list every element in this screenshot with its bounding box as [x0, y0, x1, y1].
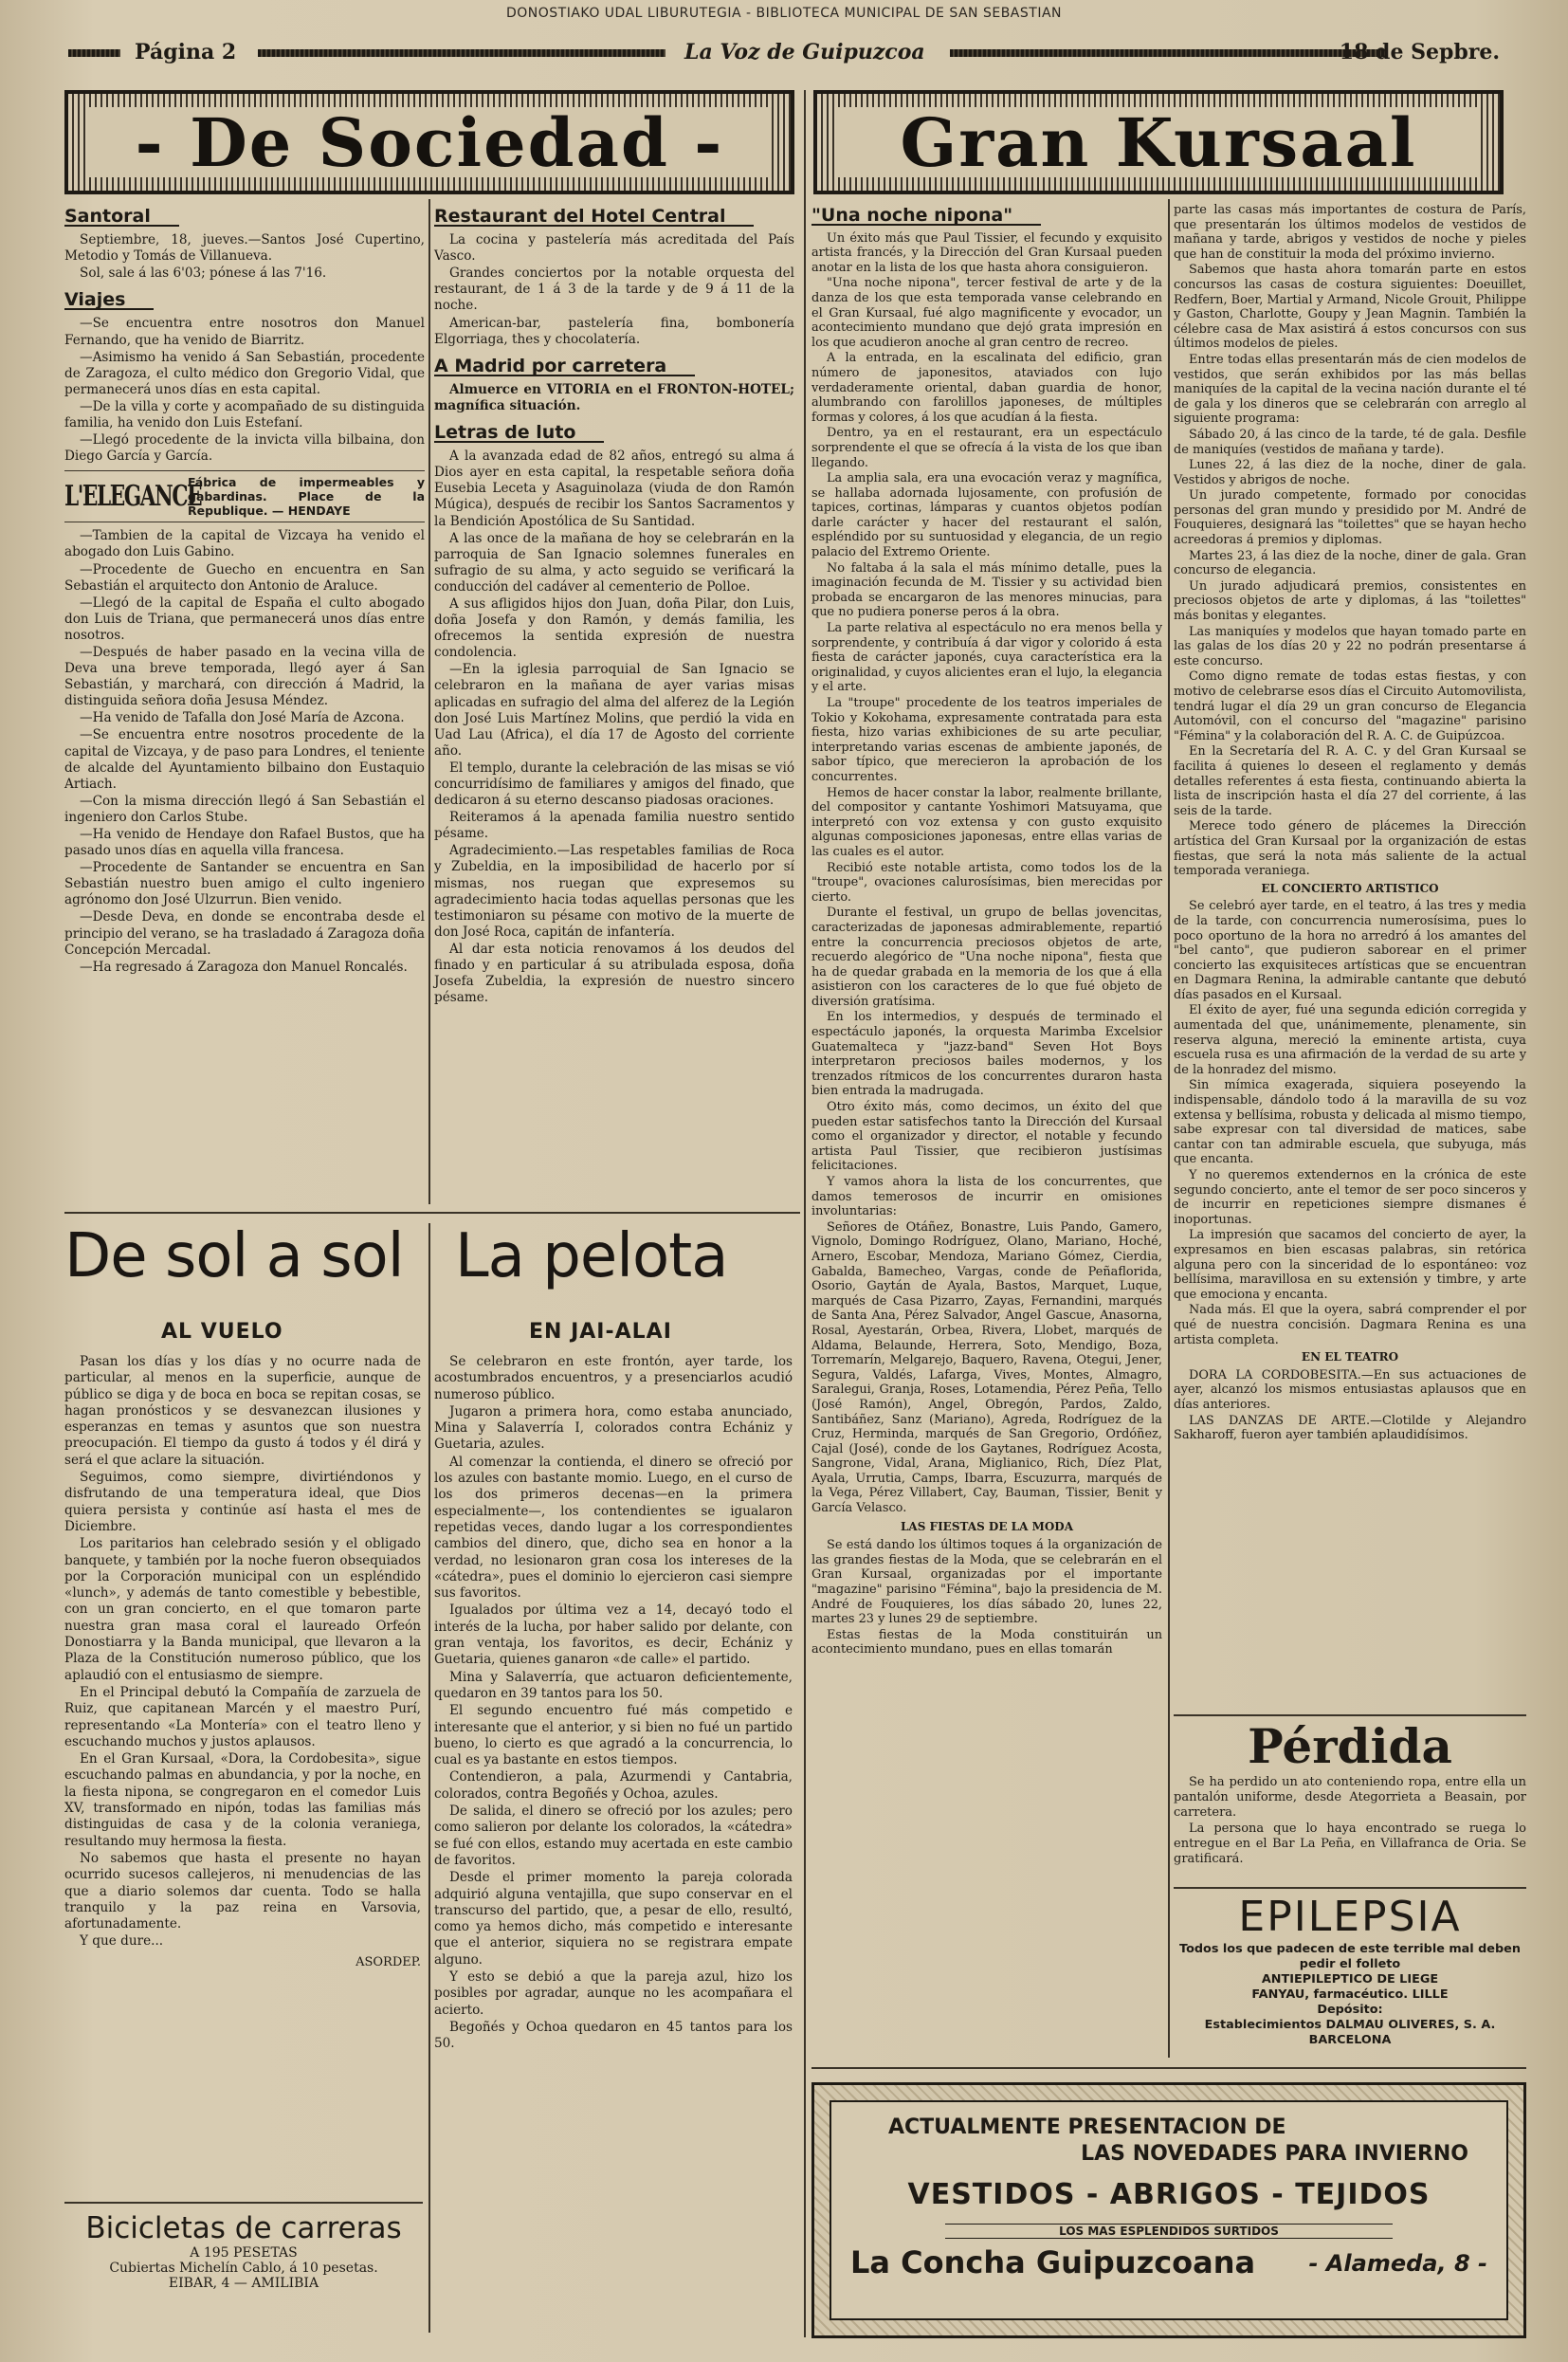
text-paragraph: Se celebraron en este frontón, ayer tarde, los acostumbrados encuentros, y a presenciarlos acudió numeroso público.	[434, 1354, 793, 1402]
banner-title: - De Sociedad -	[87, 107, 772, 177]
text-paragraph: —En la iglesia parroquial de San Ignacio se celebraron en la mañana de ayer varias misas aplicadas en sufragio del alma del alferez de la Legión don José Luis Martínez Molins, que perdió la vida en Uad Lau (Africa), el día 17 de Agosto del corriente año.	[434, 662, 794, 759]
text-paragraph: Un jurado adjudicará premios, consistentes en preciosos objetos de arte y diplomas, á las "toilettes" más bonitas y elegantes.	[1174, 578, 1526, 624]
text-paragraph: Y que dure...	[80, 1933, 164, 1950]
text-paragraph: Sin mímica exagerada, siquiera poseyendo la indispensable, dándolo todo á la maravilla de su voz extensa y bellísima, robusta y delicada al mismo tiempo, sabe expresar con tal diversidad de matices, sabe cantar con tan admirable escuela, que subyuga, más que encanta.	[1174, 1078, 1526, 1167]
text-paragraph: Las maniquíes y modelos que hayan tomado parte en las galas de los días 20 y 22 no podrán presentarse á este concurso.	[1174, 624, 1526, 668]
text-paragraph: LAS DANZAS DE ARTE.—Clotilde y Alejandro Sakharoff, fueron ayer también aplaudidísimos.	[1174, 1413, 1526, 1443]
text-paragraph: American-bar, pastelería fina, bombonería Elgorriaga, thes y chocolatería.	[434, 315, 794, 347]
epilepsia-ad	[1174, 1893, 1526, 2048]
text-paragraph: Nada más. El que la oyera, sabrá comprender el por qué de nuestra concisión. Dagmara Renina es una artista completa.	[1174, 1303, 1526, 1347]
epilepsia-line: Depósito:	[1317, 2003, 1383, 2017]
text-paragraph: El éxito de ayer, fué una segunda edición corregida y aumentada del que, unánimemente, plenamente, sin reserva alguna, mereció la eminente artista, cuya escuela rusa es una afirmación de la verdad de su arte y de la honradez del mismo.	[1174, 1003, 1526, 1077]
text-paragraph: Grandes conciertos por la notable orquesta del restaurant, de 1 á 3 de la tarde y de 9 á 11 de la noche.	[434, 265, 794, 314]
text-paragraph: —Se encuentra entre nosotros procedente de la capital de Vizcaya, y de paso para Londres, el teniente de alcalde del Ayuntamiento bilbaino don Eustaquio Artiach.	[64, 727, 425, 792]
text-paragraph: Lunes 22, á las diez de la noche, diner de gala. Vestidos y abrigos de noche.	[1174, 458, 1526, 487]
text-paragraph: "Una noche nipona", tercer festival de arte y de la danza de los que esta temporada vanse celebrando en el Gran Kursaal, fué algo magnificente y evocador, un acontecimiento mundano que dejó grata impresión en los que acudieron anoche al gran centro de recreo.	[811, 276, 1162, 350]
section-title-luto: Letras de luto	[434, 425, 604, 443]
section-rule	[811, 2067, 1526, 2069]
section-rule	[1174, 1714, 1526, 1716]
text-paragraph: Durante el festival, un grupo de bellas jovencitas, caracterizadas de japonesas admirablemente, repartió entre la concurrencia preciosos objetos de arte, recuerdo alegórico de "Una noche nipona", fiesta que ha de quedar grabada en la memoria de los que á ella asistieron con los caracteres de lo que fué objeto de diversión gratísima.	[811, 906, 1162, 1009]
epilepsia-line: Todos los que padecen de este terrible mal deben pedir el folleto	[1179, 1942, 1521, 1971]
text-paragraph: Estas fiestas de la Moda constituirán un acontecimiento mundano, pues en ellas tomarán	[811, 1627, 1162, 1657]
text-paragraph: —Tambien de la capital de Vizcaya ha venido el abogado don Luis Gabino.	[64, 528, 425, 560]
subhead-fiestas-moda: LAS FIESTAS DE LA MODA	[900, 1519, 1074, 1533]
text-paragraph: Agradecimiento.—Las respetables familias de Roca y Zubeldia, en la imposibilidad de hacerlo por sí mismas, nos ruegan que expresemos su agradecimiento hacia todas aquellas personas que les testimoniaron su pésame con motivo de la muerte de don José Roca, capitán de infantería.	[434, 843, 794, 940]
text-paragraph: En los intermedios, y después de terminado el espectáculo japonés, la orquesta Marimba Excelsior Guatemalteca y "jazz-band" Seven Hot Boys interpretaron preciosos bailes modernos, y los trenzados rítmicos de los concurrentes duraron hasta bien entrada la madrugada.	[811, 1010, 1162, 1099]
text-paragraph: Jugaron a primera hora, como estaba anunciado, Mina y Salaverría I, colorados contra Echániz y Guetaria, azules.	[434, 1403, 793, 1453]
ad-address: - Alameda, 8 -	[1308, 2250, 1487, 2277]
text-paragraph: Sabemos que hasta ahora tomarán parte en estos concursos las casas de costura siguientes: Doeuillet, Redfern, Boer, Martial y Armand, Nicole Grouit, Philippe y Gaston, Charlotte, Goupy y Jean Magnin. También la célebre casa de Max asistirá á estos concursos con sus últimos modelos de pieles.	[1174, 263, 1526, 352]
text-paragraph: Señores de Otáñez, Bonastre, Luis Pando, Gamero, Vignolo, Domingo Rodríguez, Olano, Mariano, Hoché, Arnero, Escobar, Mendoza, Mariano Gómez, Cierdia, Gabalda, Bamecheo, Vargas, conde de Peñaflorida, Osorio, Gaytán de Ayala, Bastos, Marquet, Luque, marqués de Casa Pizarro, Zayas, Fernandini, marqués de Santa Ana, Pérez Salvador, Angel Gascue, Anasorna, Rosal, Ayestarán, Orbea, Rivera, Llobet, marqués de Aldama, Belaunde, Herrera, Soto, Mendigo, Boza, Torremarín, Melgarejo, Baquero, Ravena, Otegui, Jener, Segura, Valdés, Lafarga, Vives, Montes, Almagro, Saralegui, Granja, Roses, Lotamendia, Pérez Peña, Tello (José Ramón), Angel, Obregón, Pardos, Zaldo, Santibáñez, Sanz (Mariano), Agreda, Rodríguez de la Cruz, Herminda, marqués de San Gregorio, Ordóñez, Cajal (José), conde de los Gaytanes, Rodríguez Acosta, Sangrone, Vidal, Arana, Miglianico, Rich, Díez Plat, Ayala, Urrutia, Camps, Ibarra, Escuzurra, marqués de la Vega, Pérez Villabert, Cay, Bauman, Tissier, Benit y García Velasco.	[811, 1219, 1162, 1516]
column-sociedad-2	[434, 199, 794, 1007]
ad-line: VESTIDOS - ABRIGOS - TEJIDOS	[907, 2178, 1431, 2211]
epilepsia-line: Establecimientos DALMAU OLIVERES, S. A.	[1204, 2018, 1496, 2032]
text-paragraph: Y esto se debió a que la pareja azul, hizo los posibles por agradar, aunque no les acompañara el acierto.	[434, 1968, 793, 2018]
ad-line: LAS NOVEDADES PARA INVIERNO	[1081, 2142, 1468, 2166]
text-paragraph: —Desde Deva, en donde se encontraba desde el principio del verano, se ha trasladado á Zaragoza doña Concepción Mercadal.	[64, 909, 425, 958]
bicicletas-title: Bicicletas de carreras	[85, 2211, 402, 2245]
bicicletas-tyres: Cubiertas Michelín Cablo, á 10 pesetas.	[109, 2261, 378, 2276]
column-divider	[804, 90, 806, 2337]
text-paragraph: No sabemos que hasta el presente no hayan ocurrido sucesos callejeros, ni menudencias de las que a diario solemos dar cuenta. Todo se halla tranquilo y la paz reina en Varsovia, afortunadamente.	[64, 1850, 421, 1932]
text-paragraph: En el Principal debutó la Compañía de zarzuela de Ruiz, que capitanean Marcén y el maestro Purí, representando «La Montería» con el teatro lleno y escuchando muchos y justos aplausos.	[64, 1684, 421, 1749]
elegance-ad	[64, 470, 425, 522]
text-paragraph: Sol, sale á las 6'03; pónese á las 7'16.	[80, 265, 327, 282]
la-concha-ad	[811, 2082, 1526, 2338]
text-paragraph: El segundo encuentro fué más competido e interesante que el anterior, y si bien no fué un partido bueno, lo cierto es que agradó a la concurrencia, lo cual es ya bastante en estos tiempos.	[434, 1703, 793, 1768]
text-paragraph: A la avanzada edad de 82 años, entregó su alma á Dios ayer en esta capital, la respetable señora doña Eusebia Leceta y Asaguinolaza (viuda de don Ramón Múgica), después de recibir los Santos Sacramentos y la Bendición Apostólica de Su Santidad.	[434, 449, 794, 529]
text-paragraph: Reiteramos á la apenada familia nuestro sentido pésame.	[434, 810, 794, 842]
column-kursaal-2	[1174, 203, 1526, 1444]
subhead-en-jai-alai: EN JAI-ALAI	[529, 1320, 672, 1344]
newspaper-name: La Voz de Guipuzcoa	[684, 40, 925, 64]
text-paragraph: Entre todas ellas presentarán más de cien modelos de vestidos, que serán exhibidos por las más bellas maniquíes de la capital de la vecina nación durante el té de gala y los dineros que se celebrarán con arreglo al siguiente programa:	[1174, 352, 1526, 427]
ad-line: ACTUALMENTE PRESENTACION DE	[888, 2115, 1286, 2139]
text-paragraph: Un jurado competente, formado por conocidas personas del gran mundo y presidido por M. André de Fouquieres, designará las "toilettes" que se hayan hecho acreedoras á premios y diplomas.	[1174, 488, 1526, 548]
text-paragraph: El templo, durante la celebración de las misas se vió concurridísimo de familiares y amigos del finado, que dedicaron á su eterno descanso piadosas oraciones.	[434, 760, 794, 809]
perdida-body	[1174, 1775, 1526, 1867]
text-paragraph: Desde el primer momento la pareja colorada adquirió alguna ventajilla, que supo conservar en el transcurso del partido, que, a pesar de ello, resultó, como ya hemos dicho, más competido e interesante que el anterior, siquiera no se registrara empate alguno.	[434, 1870, 793, 1968]
column-divider	[1168, 199, 1170, 2058]
text-paragraph: No faltaba á la sala el más mínimo detalle, pues la imaginación fecunda de M. Tissier y su actividad bien probada se encargaron de las menores minucias, para que no pudiera ponerse peros á la obra.	[811, 560, 1162, 620]
text-paragraph: —Se encuentra entre nosotros don Manuel Fernando, que ha venido de Biarritz.	[64, 316, 425, 348]
text-paragraph: —De la villa y corte y acompañado de su distinguida familia, ha venido don Luis Estefaní.	[64, 398, 425, 431]
perdida-title: Pérdida	[1248, 1718, 1452, 1774]
bicicletas-price: A 195 PESETAS	[190, 2245, 298, 2261]
text-paragraph: Begoñés y Ochoa quedaron en 45 tantos para los 50.	[434, 2019, 793, 2052]
text-paragraph: Septiembre, 18, jueves.—Santos José Cupertino, Metodio y Tomás de Villanueva.	[64, 232, 425, 265]
column-divider	[428, 1223, 430, 2333]
ad-brand: La Concha Guipuzcoana	[850, 2244, 1256, 2280]
ad-line: LOS MAS ESPLENDIDOS SURTIDOS	[945, 2224, 1393, 2239]
text-paragraph: —Llegó procedente de la invicta villa bilbaina, don Diego García y García.	[64, 432, 425, 465]
header-rule	[68, 49, 120, 57]
bicicletas-ad	[64, 2211, 423, 2291]
text-paragraph: Recibió este notable artista, como todos los de la "troupe", ovaciones calurosísimas, bien merecidas por cierto.	[811, 860, 1162, 905]
epilepsia-line: FANYAU, farmacéutico. LILLE	[1251, 1987, 1449, 2002]
column-sociedad	[64, 199, 425, 977]
text-paragraph: Contendieron, a pala, Azurmendi y Cantabria, colorados, contra Begoñés y Ochoa, azules.	[434, 1769, 793, 1802]
text-paragraph: —Asimismo ha venido á San Sebastián, procedente de Zaragoza, el culto médico don Gregorio Vidal, que permanecerá unos días en esta capital.	[64, 349, 425, 397]
text-paragraph: Seguimos, como siempre, divirtiéndonos y disfrutando de una temperatura ideal, que Dios quiera persista y continúe así hasta el mes de Diciembre.	[64, 1470, 421, 1534]
text-paragraph: Pasan los días y los días y no ocurre nada de particular, al menos en la superficie, aunque de público se diga y de boca en boca se repitan cosas, se hagan pronósticos y se desvanezcan ilusiones y esperanzas en temas y asuntos que son nuestra preocupación. El tiempo da gusto á todos y él dirá y será el que aclare la situación.	[64, 1354, 421, 1468]
text-paragraph: Se ha perdido un ato conteniendo ropa, entre ella un pantalón uniforme, desde Ategorrieta a Beasain, por carretera.	[1174, 1775, 1526, 1820]
column-de-sol-a-sol	[64, 1354, 421, 1970]
section-title-viajes: Viajes	[64, 292, 154, 310]
epilepsia-title: EPILEPSIA	[1238, 1893, 1462, 1941]
text-paragraph: Merece todo género de plácemes la Dirección artística del Gran Kursaal por la organización de estas fiestas, que será la nota más saliente de la actual temporada veraniega.	[1174, 819, 1526, 879]
section-rule	[64, 1212, 800, 1214]
section-title-santoral: Santoral	[64, 209, 179, 227]
text-paragraph: —Procedente de Santander se encuentra en San Sebastián nuestro buen amigo el culto ingeniero agrónomo don José Ulzurrun. Bien venido.	[64, 860, 425, 908]
text-paragraph: La amplia sala, era una evocación veraz y magnífica, se hallaba adornada lujosamente, con profusión de tapices, cortinas, lámparas y cuantos objetos podían darle carácter y hacer del restaurant el salón, espléndido por su suntuosidad y elegancia, de un regio palacio del Extremo Oriente.	[811, 471, 1162, 560]
text-paragraph: Se celebró ayer tarde, en el teatro, á las tres y media de la tarde, con concurrencia numerosísima, pues lo poco oportuno de la hora no arredró á los amantes del "bel canto", que pudieron saborear en el primer concierto las exquisiteces artísticas que se encuentran en Dagmara Renina, la admirable cantante que debutó días pasados en el Kursaal.	[1174, 899, 1526, 1002]
text-paragraph: Un éxito más que Paul Tissier, el fecundo y exquisito artista francés, y la Dirección del Gran Kursaal pueden anotar en la lista de los que hasta ahora consiguieron.	[811, 230, 1162, 275]
epilepsia-line: ANTIEPILEPTICO DE LIEGE	[1261, 1972, 1439, 1987]
column-la-pelota	[434, 1354, 793, 2053]
text-paragraph: Al dar esta noticia renovamos á los deudos del finado y en particular á su atribulada esposa, doña Josefa Zubeldia, la expresión de nuestro sincero pésame.	[434, 941, 794, 1006]
text-paragraph: —Con la misma dirección llegó á San Sebastián el ingeniero don Carlos Stube.	[64, 793, 425, 825]
elegance-ad-text: Fábrica de impermeables y gabardinas. Place de la Republique. — HENDAYE	[188, 475, 425, 519]
archive-caption: DONOSTIAKO UDAL LIBURUTEGIA - BIBLIOTECA MUNICIPAL DE SAN SEBASTIAN	[505, 6, 1063, 21]
subhead-concierto: EL CONCIERTO ARTISTICO	[1261, 881, 1439, 895]
text-paragraph: Otro éxito más, como decimos, un éxito del que pueden estar satisfechos tanto la Dirección del Kursaal como el organizador y director, el notable y fecundo artista Paul Tissier, que recibieron justísimas felicitaciones.	[811, 1100, 1162, 1174]
page-header	[68, 40, 1528, 66]
text-paragraph: A la entrada, en la escalinata del edificio, gran número de japonesitos, ataviados con lujo verdaderamente oriental, daban guardia de honor, alumbrando con farolillos japoneses, de múltiples formas y colores, á los que acudían á la fiesta.	[811, 351, 1162, 425]
text-paragraph: En la Secretaría del R. A. C. y del Gran Kursaal se facilita á quienes lo deseen el reglamento y demás detalles referentes á esta fiesta, continuando abierta la lista de inscripción hasta el día 27 del corriente, á las seis de la tarde.	[1174, 744, 1526, 818]
text-paragraph: Se está dando los últimos toques á la organización de las grandes fiestas de la Moda, que se celebrarán en el Gran Kursaal, organizadas por el importante "magazine" parisino "Fémina", bajo la presidencia de M. André de Fouquieres, los días sábado 20, lunes 22, martes 23 y lunes 29 de septiembre.	[811, 1538, 1162, 1627]
text-paragraph: La "troupe" procedente de los teatros imperiales de Tokio y Kokohama, expresamente contratada para esta fiesta, hizo varias exhibiciones de su arte peculiar, interpretando varias escenas de ambiente japonés, de sabor típico, que merecieron la aprobación de los concurrentes.	[811, 696, 1162, 784]
subhead-al-vuelo: AL VUELO	[161, 1320, 283, 1344]
text-paragraph: Hemos de hacer constar la labor, realmente brillante, del compositor y cantante Yoshimori Matsuyama, que interpretó con voz extensa y con gusto exquisito algunas composiciones japonesas, entre ellas varias de las cuales es el autor.	[811, 785, 1162, 859]
text-paragraph: Almuerce en VITORIA en el FRONTON-HOTEL; magnífica situación.	[434, 381, 794, 413]
text-paragraph: Como digno remate de todas estas fiestas, y con motivo de celebrarse esos días el Circuito Automovilista, tendrá lugar el día 29 un gran concurso de Elegancia Automóvil, con el concurso del "magazine" parisino "Fémina" y la colaboración del R. A. C. de Guipúzcoa.	[1174, 669, 1526, 743]
text-paragraph: —Llegó de la capital de España el culto abogado don Luis de Triana, que permanecerá unos días entre nosotros.	[64, 595, 425, 643]
epilepsia-line: BARCELONA	[1308, 2033, 1392, 2047]
signature: ASORDEP.	[356, 1954, 421, 1969]
text-paragraph: Los paritarios han celebrado sesión y el obligado banquete, y también por la noche fueron obsequiados por la Corporación municipal con un espléndido «lunch», y además de tanto comestible y bebestible, con un gran concierto, en el que tomaron parte nuestra gran masa coral el laureado Orfeón Donostiarra y la Banda municipal, que llevaron a la Plaza de la Constitución numeroso público, que los aplaudió con el entusiasmo de siempre.	[64, 1536, 421, 1683]
text-paragraph: Igualados por última vez a 14, decayó todo el interés de la lucha, por haber salido por delante, con gran ventaja, los favoritos, es decir, Echániz y Guetaria, quienes ganaron «de calle» el partido.	[434, 1602, 793, 1668]
subhead-teatro: EN EL TEATRO	[1301, 1350, 1399, 1364]
column-divider	[428, 199, 430, 1204]
section-rule	[64, 2202, 423, 2204]
text-paragraph: Y no queremos extendernos en la crónica de este segundo concierto, ante el temor de ser poco sinceros y de incurrir en repeticiones siempre dismanes é inoportunas.	[1174, 1168, 1526, 1227]
bicicletas-address: EIBAR, 4 — AMILIBIA	[168, 2276, 319, 2291]
text-paragraph: Mina y Salaverría, que actuaron deficientemente, quedaron en 39 tantos para los 50.	[434, 1669, 793, 1701]
elegance-logo: L'ELEGANCE	[64, 480, 202, 514]
text-paragraph: A sus afligidos hijos don Juan, doña Pilar, don Luis, doña Josefa y don Ramón, y demás familia, les ofrecemos la sentida expresión de nuestra condolencia.	[434, 595, 794, 661]
text-paragraph: Al comenzar la contienda, el dinero se ofreció por los azules con bastante momio. Luego, en el curso de los dos primeros decenas—en la primera especialmente—, los contendientes se igualaron repetidas veces, dando lugar a los correspondientes cambios del dinero, que, dicho sea en honor a la verdad, no lesionaron gran cosa los intereses de la «cátedra», pues el dominio lo ejercieron casi siempre sus favoritos.	[434, 1454, 793, 1602]
text-paragraph: —Después de haber pasado en la vecina villa de Deva una breve temporada, llegó ayer á San Sebastián, y marchará, con dirección á Madrid, la distinguida señora doña Jesusa Méndez.	[64, 644, 425, 709]
perdida-notice	[1174, 1718, 1526, 1868]
column-kursaal	[811, 199, 1162, 1658]
text-paragraph: Y vamos ahora la lista de los concurrentes, que damos temerosos de incurrir en omisiones involuntarias:	[811, 1175, 1162, 1219]
text-paragraph: DORA LA CORDOBESITA.—En sus actuaciones de ayer, alcanzó los mismos entusiastas aplausos que en días anteriores.	[1174, 1367, 1526, 1412]
headline-la-pelota: La pelota	[455, 1221, 728, 1291]
issue-date: 18 de Sepbre.	[1339, 40, 1500, 64]
headline-de-sol-a-sol: De sol a sol	[64, 1221, 404, 1291]
banner-title: Gran Kursaal	[836, 107, 1481, 177]
text-paragraph: De salida, el dinero se ofreció por los azules; pero como salieron por delante los colorados, la «cátedra» se fué con ellos, estando muy acertada en este cambio de favoritos.	[434, 1804, 793, 1868]
section-title-madrid: A Madrid por carretera	[434, 358, 695, 376]
text-paragraph: En el Gran Kursaal, «Dora, la Cordobesita», sigue escuchando palmas en abundancia, y por la noche, en la fiesta nipona, se congregaron en el comedor Luis XV, transformado en nipón, todas las familias más distinguidas de casa y de la colonia veraniega, resultando muy hermosa la fiesta.	[64, 1751, 421, 1849]
la-concha-ad-inner	[830, 2100, 1508, 2320]
header-rule	[950, 49, 1386, 57]
text-paragraph: Sábado 20, á las cinco de la tarde, té de gala. Desfile de maniquíes (vestidos de mañana y tarde).	[1174, 427, 1526, 457]
text-paragraph: —Ha regresado á Zaragoza don Manuel Roncalés.	[80, 959, 408, 975]
text-paragraph: parte las casas más importantes de costura de París, que presentarán los últimos modelos de vestidos de mañana y tarde, abrigos y vestidos de noche y pieles que han de constituir la moda del próximo invierno.	[1174, 203, 1526, 262]
page-number: Página 2	[135, 40, 237, 64]
text-paragraph: Martes 23, á las diez de la noche, diner de gala. Gran concurso de elegancia.	[1174, 548, 1526, 578]
text-paragraph: La parte relativa al espectáculo no era menos bella y sorprendente, y contribuía á dar vigor y colorido á esta fiesta de carácter japonés, cuya característica era la originalidad, y cuyos alicientes eran el lujo, la elegancia y el arte.	[811, 621, 1162, 695]
text-paragraph: —Ha venido de Hendaye don Rafael Bustos, que ha pasado unos días en aquella villa francesa.	[64, 827, 425, 859]
text-paragraph: —Ha venido de Tafalla don José María de Azcona.	[80, 710, 405, 726]
section-title-hotel: Restaurant del Hotel Central	[434, 209, 754, 227]
text-paragraph: La cocina y pastelería más acreditada del País Vasco.	[434, 232, 794, 265]
text-paragraph: La persona que lo haya encontrado se ruega lo entregue en el Bar La Peña, en Villafranca de Oria. Se gratificará.	[1174, 1822, 1526, 1866]
banner-de-sociedad	[64, 90, 794, 194]
text-paragraph: Dentro, ya en el restaurant, era un espectáculo sorprendente el que se ofrecía á la vista de los que iban llegando.	[811, 426, 1162, 470]
header-rule	[258, 49, 665, 57]
section-rule	[1174, 1887, 1526, 1889]
text-paragraph: —Procedente de Guecho en encuentra en San Sebastián el arquitecto don Antonio de Araluce.	[64, 561, 425, 594]
section-title-noche-nipona: "Una noche nipona"	[811, 209, 1041, 226]
text-paragraph: A las once de la mañana de hoy se celebrarán en la parroquia de San Ignacio solemnes funerales en sufragio de su alma, y acto seguido se verificará la conducción del cadáver al cementerio de Polloe.	[434, 530, 794, 595]
banner-gran-kursaal	[813, 90, 1504, 194]
text-paragraph: La impresión que sacamos del concierto de ayer, la expresamos en bien escasas palabras, sin retórica alguna pero con la sinceridad de lo espontáneo: voz bellísima, maravillosa en su extensión y timbre, y arte que emociona y encanta.	[1174, 1228, 1526, 1302]
